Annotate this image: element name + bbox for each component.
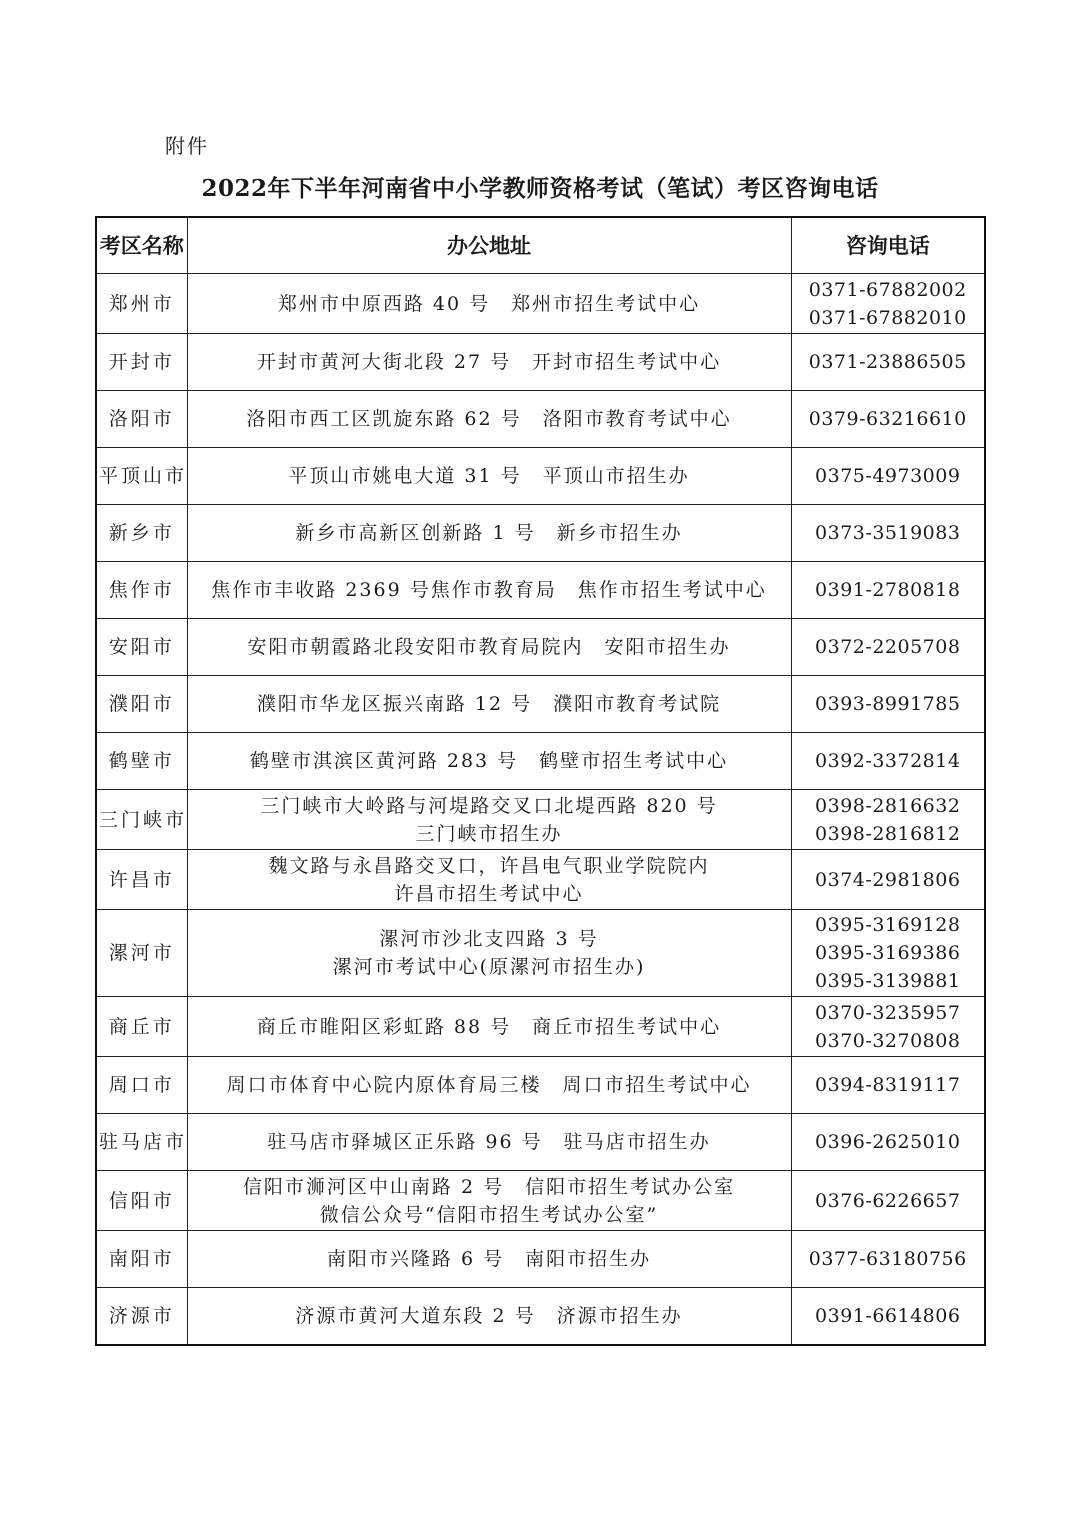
region-cell: 开封市 xyxy=(96,334,187,391)
address-cell xyxy=(187,910,791,997)
address-cell xyxy=(187,562,791,619)
address-line: 驻马店市驿城区正乐路 96 号 驻马店市招生办 xyxy=(267,1131,711,1153)
exam-contact-table xyxy=(95,216,986,1346)
region-cell: 许昌市 xyxy=(96,850,187,910)
header-address: 办公地址 xyxy=(187,217,791,274)
address-line: 许昌市招生考试中心 xyxy=(394,882,584,905)
phone-number: 0391-6614806 xyxy=(815,1304,961,1327)
phone-cell xyxy=(791,733,985,790)
address-cell xyxy=(187,1171,791,1231)
phone-cell xyxy=(791,274,985,334)
address-cell xyxy=(187,619,791,676)
phone-cell xyxy=(791,910,985,997)
phone-number: 0375-4973009 xyxy=(815,465,961,487)
phone-number: 0398-2816812 xyxy=(815,822,961,845)
phone-number: 0395-3169386 xyxy=(815,942,961,964)
address-line: 漯河市沙北支四路 3 号 xyxy=(379,928,599,950)
address-cell xyxy=(187,997,791,1057)
phone-number: 0379-63216610 xyxy=(808,408,967,430)
phone-number: 0370-3235957 xyxy=(815,1001,961,1024)
address-line: 三门峡市大岭路与河堤路交叉口北堤西路 820 号 xyxy=(260,794,718,817)
table-row xyxy=(96,997,985,1057)
table-row xyxy=(96,334,985,391)
phone-cell xyxy=(791,850,985,910)
region-cell: 焦作市 xyxy=(96,562,187,619)
region-cell: 济源市 xyxy=(96,1288,187,1345)
address-line: 濮阳市华龙区振兴南路 12 号 濮阳市教育考试院 xyxy=(256,693,722,715)
table-row xyxy=(96,505,985,562)
address-line: 微信公众号“信阳市招生考试办公室” xyxy=(319,1203,659,1226)
phone-number: 0395-3139881 xyxy=(815,970,961,992)
phone-number: 0374-2981806 xyxy=(815,868,961,891)
address-line: 安阳市朝霞路北段安阳市教育局院内 安阳市招生办 xyxy=(247,636,731,658)
phone-cell xyxy=(791,562,985,619)
phone-cell xyxy=(791,1288,985,1345)
phone-number: 0371-23886505 xyxy=(808,351,967,373)
phone-number: 0377-63180756 xyxy=(808,1248,967,1270)
address-line: 周口市体育中心院内原体育局三楼 周口市招生考试中心 xyxy=(226,1074,752,1096)
address-line: 三门峡市招生办 xyxy=(415,822,563,845)
address-cell xyxy=(187,274,791,334)
address-cell xyxy=(187,391,791,448)
phone-number: 0394-8319117 xyxy=(815,1074,961,1096)
table-row xyxy=(96,448,985,505)
address-line: 鹤壁市淇滨区黄河路 283 号 鹤壁市招生考试中心 xyxy=(249,750,729,772)
region-cell: 商丘市 xyxy=(96,997,187,1057)
address-cell xyxy=(187,850,791,910)
region-cell: 周口市 xyxy=(96,1057,187,1114)
phone-number: 0376-6226657 xyxy=(815,1189,961,1212)
phone-number: 0395-3169128 xyxy=(815,914,961,936)
table-row xyxy=(96,391,985,448)
address-cell xyxy=(187,1057,791,1114)
table-row xyxy=(96,790,985,850)
phone-cell xyxy=(791,790,985,850)
phone-cell xyxy=(791,505,985,562)
table-row xyxy=(96,562,985,619)
region-cell: 鹤壁市 xyxy=(96,733,187,790)
phone-number: 0371-67882002 xyxy=(808,278,967,301)
table-row xyxy=(96,1171,985,1231)
table-row xyxy=(96,619,985,676)
address-cell xyxy=(187,733,791,790)
region-cell: 驻马店市 xyxy=(96,1114,187,1171)
address-line: 洛阳市西工区凯旋东路 62 号 洛阳市教育考试中心 xyxy=(246,408,732,430)
address-cell xyxy=(187,505,791,562)
address-cell xyxy=(187,448,791,505)
phone-cell xyxy=(791,334,985,391)
table-row xyxy=(96,850,985,910)
address-line: 济源市黄河大道东段 2 号 济源市招生办 xyxy=(295,1304,683,1327)
region-cell: 平顶山市 xyxy=(96,448,187,505)
phone-number: 0371-67882010 xyxy=(808,306,967,329)
region-cell: 郑州市 xyxy=(96,274,187,334)
address-line: 平顶山市姚电大道 31 号 平顶山市招生办 xyxy=(288,465,690,487)
table-row xyxy=(96,1288,985,1345)
page-title: 2022年下半年河南省中小学教师资格考试（笔试）考区咨询电话 xyxy=(201,175,879,202)
region-cell: 洛阳市 xyxy=(96,391,187,448)
phone-number: 0392-3372814 xyxy=(815,750,961,772)
table-row xyxy=(96,274,985,334)
header-phone: 咨询电话 xyxy=(791,217,985,274)
table-row xyxy=(96,910,985,997)
region-cell: 新乡市 xyxy=(96,505,187,562)
address-cell xyxy=(187,1288,791,1345)
phone-number: 0370-3270808 xyxy=(815,1029,961,1052)
region-cell: 安阳市 xyxy=(96,619,187,676)
address-line: 焦作市丰收路 2369 号焦作市教育局 焦作市招生考试中心 xyxy=(211,579,767,601)
header-region: 考区名称 xyxy=(96,217,187,274)
address-cell xyxy=(187,676,791,733)
table-row xyxy=(96,733,985,790)
table-header-row xyxy=(96,217,985,274)
address-cell xyxy=(187,1114,791,1171)
region-cell: 信阳市 xyxy=(96,1171,187,1231)
phone-number: 0396-2625010 xyxy=(815,1131,961,1153)
address-cell xyxy=(187,334,791,391)
address-line: 魏文路与永昌路交叉口，许昌电气职业学院院内 xyxy=(268,854,710,877)
phone-number: 0398-2816632 xyxy=(815,794,961,817)
phone-cell xyxy=(791,391,985,448)
address-line: 新乡市高新区创新路 1 号 新乡市招生办 xyxy=(295,522,683,544)
phone-number: 0372-2205708 xyxy=(815,636,961,658)
phone-cell xyxy=(791,1057,985,1114)
address-line: 商丘市睢阳区彩虹路 88 号 商丘市招生考试中心 xyxy=(256,1015,722,1038)
address-line: 郑州市中原西路 40 号 郑州市招生考试中心 xyxy=(277,292,701,315)
phone-cell xyxy=(791,1114,985,1171)
phone-cell xyxy=(791,619,985,676)
region-cell: 三门峡市 xyxy=(96,790,187,850)
phone-cell xyxy=(791,1231,985,1288)
phone-cell xyxy=(791,448,985,505)
address-cell xyxy=(187,1231,791,1288)
attachment-label: 附件 xyxy=(165,134,209,158)
table-row xyxy=(96,1114,985,1171)
phone-cell xyxy=(791,997,985,1057)
phone-cell xyxy=(791,676,985,733)
address-line: 南阳市兴隆路 6 号 南阳市招生办 xyxy=(326,1248,652,1270)
address-line: 信阳市浉河区中山南路 2 号 信阳市招生考试办公室 xyxy=(242,1175,736,1198)
address-line: 漯河市考试中心(原漯河市招生办) xyxy=(332,956,646,978)
address-line: 开封市黄河大街北段 27 号 开封市招生考试中心 xyxy=(256,351,722,373)
region-cell: 南阳市 xyxy=(96,1231,187,1288)
phone-number: 0393-8991785 xyxy=(815,693,961,715)
phone-cell xyxy=(791,1171,985,1231)
table-row xyxy=(96,1231,985,1288)
table-row xyxy=(96,1057,985,1114)
region-cell: 濮阳市 xyxy=(96,676,187,733)
table-row xyxy=(96,676,985,733)
phone-number: 0373-3519083 xyxy=(815,522,961,544)
address-cell xyxy=(187,790,791,850)
phone-number: 0391-2780818 xyxy=(815,579,961,601)
region-cell: 漯河市 xyxy=(96,910,187,997)
